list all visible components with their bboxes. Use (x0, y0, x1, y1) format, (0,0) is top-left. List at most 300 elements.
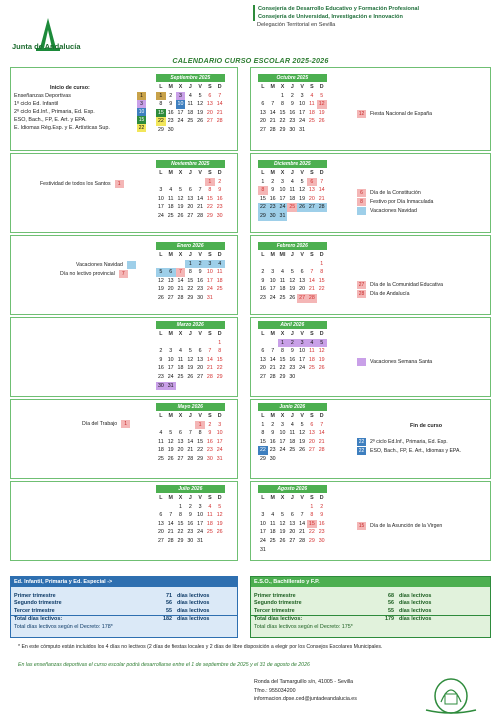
weekday-header: M (268, 330, 278, 339)
day-cell: 22 (259, 447, 266, 454)
day-cell: 5 (176, 186, 186, 195)
weekday-header: X (176, 412, 186, 421)
day-cell: 12 (318, 348, 325, 355)
day-cell: 23 (206, 447, 213, 454)
andalucia-seal-icon (424, 672, 478, 716)
weekday-header: J (287, 251, 297, 260)
empty-cell (156, 339, 166, 348)
day-cell: 28 (216, 118, 223, 125)
legend-fin-1: 22 2º ciclo Ed.Inf., Primaria, Ed. Esp. (358, 439, 448, 445)
summary-eso-bachillerato (250, 576, 491, 638)
month-agosto (258, 485, 327, 554)
weekday-header: J (185, 83, 195, 92)
day-cell: 1 (215, 339, 225, 348)
day-cell: 24 (299, 118, 306, 125)
day-cell: 23 (269, 204, 276, 211)
day-cell: 28 (206, 373, 213, 380)
empty-cell (185, 339, 195, 348)
day-cell: 13 (289, 520, 296, 527)
weekday-header: V (195, 494, 205, 503)
day-cell: 25 (167, 212, 174, 219)
day-cell: 8 (215, 347, 225, 356)
day-cell: 22 (279, 118, 286, 125)
day-cell: 16 (216, 195, 223, 202)
day-cell: 8 (205, 186, 215, 195)
day-cell: 3 (156, 186, 166, 195)
day-cell: 3 (205, 260, 215, 269)
day-cell: 21 (167, 529, 174, 536)
day-cell: 1 (205, 178, 215, 187)
day-cell: 29 (197, 455, 204, 462)
day-cell: 9 (268, 429, 278, 438)
month-grid (258, 169, 327, 221)
empty-cell (195, 178, 205, 187)
legend-may-1: Día del Trabajo 1 (82, 420, 130, 428)
day-cell: 16 (206, 438, 213, 445)
day-cell: 20 (157, 529, 164, 536)
day-cell: 6 (185, 186, 195, 195)
weekday-header: D (215, 169, 225, 178)
day-cell: 6 (307, 178, 317, 187)
weekday-header: M (268, 494, 278, 503)
day-cell: 26 (299, 204, 306, 211)
month-header: Octubre 2025 (258, 74, 327, 82)
day-cell: 16 (157, 365, 164, 372)
day-cell: 29 (259, 212, 266, 219)
empty-cell (185, 421, 195, 430)
day-cell: 22 (187, 286, 194, 293)
day-cell: 23 (259, 294, 266, 301)
inicio-label-3: 2º ciclo Ed.Inf., Primaria, Ed. Esp. (14, 109, 95, 116)
day-cell: 1 (185, 260, 195, 269)
inicio-day-5: 22 (138, 125, 145, 132)
day-cell: 12 (157, 277, 164, 284)
weekday-header: S (307, 251, 317, 260)
day-cell: 12 (318, 101, 325, 108)
day-cell: 27 (259, 373, 266, 380)
weekday-header: X (176, 83, 186, 92)
day-cell: 21 (216, 109, 223, 116)
summary-left-total: Total días lectivos: 182 días lectivos (11, 615, 237, 623)
inicio-heading: Inicio de curso: (50, 85, 90, 91)
day-cell: 6 (205, 92, 215, 101)
month-abril (258, 321, 327, 382)
summary-right-row: Tercer trimestre 55 días lectivos (254, 607, 432, 614)
day-cell: 10 (279, 430, 286, 437)
day-cell: 25 (289, 447, 296, 454)
day-cell: 29 (157, 126, 164, 133)
day-cell: 27 (308, 204, 315, 211)
day-cell: 1 (278, 339, 288, 348)
day-cell: 5 (297, 421, 307, 430)
day-cell: 24 (206, 286, 213, 293)
header-line-3: Delegación Territorial en Sevilla (257, 22, 336, 28)
day-cell: 9 (195, 268, 205, 277)
day-cell: 10 (216, 430, 223, 437)
day-cell: 25 (177, 373, 184, 380)
day-cell: 31 (206, 294, 213, 301)
day-cell: 3 (166, 347, 176, 356)
inicio-label-2: 1º ciclo Ed. Infantil (14, 101, 59, 108)
month-grid (258, 83, 327, 135)
month-diciembre (258, 160, 327, 221)
day-cell: 7 (176, 268, 186, 277)
month-grid (258, 330, 327, 382)
day-cell: 27 (197, 373, 204, 380)
day-cell: 13 (157, 520, 164, 527)
day-cell: 19 (279, 529, 286, 536)
inicio-list (14, 92, 146, 132)
weekday-header: D (215, 412, 225, 421)
day-cell: 27 (177, 455, 184, 462)
day-cell: 4 (156, 429, 166, 438)
empty-cell (268, 92, 278, 101)
weekday-header: J (185, 169, 195, 178)
weekday-header: V (297, 83, 307, 92)
month-header: Enero 2026 (156, 242, 225, 250)
day-cell: 11 (185, 100, 195, 109)
day-cell: 28 (177, 294, 184, 301)
day-cell: 1 (317, 260, 327, 269)
day-cell: 18 (279, 286, 286, 293)
legend-oct-12: 12 Fiesta Nacional de España (358, 111, 432, 117)
day-cell: 15 (157, 109, 164, 116)
logo-text: Junta de Andalucía (12, 42, 81, 51)
header-consejerias (253, 5, 493, 29)
day-cell: 3 (297, 339, 307, 348)
weekday-header: D (317, 251, 327, 260)
weekday-header: V (297, 169, 307, 178)
day-cell: 14 (216, 101, 223, 108)
day-cell: 27 (289, 537, 296, 544)
day-cell: 11 (156, 438, 166, 447)
empty-cell (156, 178, 166, 187)
empty-cell (297, 260, 307, 269)
day-cell: 30 (157, 382, 164, 389)
day-cell: 21 (318, 438, 325, 445)
weekday-header: M (166, 412, 176, 421)
weekday-header: M (166, 83, 176, 92)
phone-line: Tfno.: 955034200 (254, 687, 296, 694)
day-cell: 18 (177, 365, 184, 372)
day-cell: 25 (216, 286, 223, 293)
day-cell: 4 (166, 186, 176, 195)
day-cell: 21 (269, 365, 276, 372)
inicio-day-1: 1 (137, 92, 146, 100)
weekday-header: V (195, 330, 205, 339)
day-cell: 18 (269, 529, 276, 536)
day-cell: 23 (216, 204, 223, 211)
deportivas-note: En las enseñanzas deportivas el curso escolar podrá desarrollarse entre el 1 de septiembre de 2025 y el 31 de agosto de 2026 (18, 662, 310, 668)
day-cell: 26 (177, 212, 184, 219)
day-cell: 4 (205, 503, 215, 512)
month-header: Febrero 2026 (258, 242, 327, 250)
day-cell: 1 (195, 421, 205, 430)
empty-cell (258, 503, 268, 512)
legend-abr-semana-santa: Vacaciones Semana Santa (357, 358, 432, 366)
day-cell: 11 (268, 520, 278, 529)
day-cell: 6 (258, 100, 268, 109)
weekday-header: M (268, 251, 278, 260)
day-cell: 17 (197, 520, 204, 527)
day-cell: 15 (279, 109, 286, 116)
day-cell: 30 (216, 212, 223, 219)
day-cell: 13 (308, 430, 315, 437)
day-cell: 27 (308, 447, 315, 454)
day-cell: 3 (278, 421, 288, 430)
day-cell: 1 (156, 92, 166, 101)
day-cell: 7 (195, 186, 205, 195)
day-cell: 17 (216, 438, 223, 445)
summary-right-heading: E.S.O., Bachillerato y F.P. (251, 577, 490, 587)
day-cell: 10 (269, 277, 276, 284)
day-cell: 20 (299, 286, 306, 293)
day-cell: 9 (185, 511, 195, 520)
weekday-header: J (287, 169, 297, 178)
empty-cell (258, 92, 268, 101)
day-cell: 1 (307, 503, 317, 512)
weekday-header: L (156, 169, 166, 178)
day-cell: 24 (279, 204, 286, 211)
day-cell: 17 (157, 204, 164, 211)
month-header: Agosto 2026 (258, 485, 327, 493)
day-cell: 29 (206, 212, 213, 219)
day-cell: 2 (268, 178, 278, 187)
day-cell: 6 (195, 347, 205, 356)
empty-cell (166, 260, 176, 269)
day-cell: 14 (318, 187, 325, 194)
day-cell: 28 (197, 212, 204, 219)
day-cell: 16 (187, 520, 194, 527)
weekday-header: X (176, 251, 186, 260)
day-cell: 2 (268, 421, 278, 430)
empty-cell (156, 421, 166, 430)
day-cell: 20 (259, 365, 266, 372)
day-cell: 30 (289, 373, 296, 380)
day-cell: 23 (289, 365, 296, 372)
day-cell: 13 (206, 101, 213, 108)
summary-right-row: Primer trimestre 68 días lectivos (254, 593, 432, 599)
header-line-1: Consejería de Desarrollo Educativo y Formación Profesional (253, 5, 493, 13)
weekday-header: L (156, 83, 166, 92)
day-cell: 25 (308, 118, 315, 125)
inicio-label-5: E. Idiomas Rég.Esp. y E. Artísticas Sup. (14, 125, 110, 132)
legend-dic-8: 8 Festivo por Día Inmaculada (357, 198, 433, 206)
day-cell: 17 (167, 365, 174, 372)
weekday-header: M (268, 169, 278, 178)
legend-feb-27: 27 Día de la Comunidad Educativa (358, 282, 443, 288)
day-cell: 28 (299, 537, 306, 544)
empty-cell (156, 503, 166, 512)
day-cell: 10 (299, 101, 306, 108)
weekday-header: L (258, 83, 268, 92)
day-cell: 11 (278, 277, 288, 286)
address-block (254, 678, 357, 704)
day-cell: 6 (297, 268, 307, 277)
day-cell: 15 (308, 520, 315, 527)
day-cell: 20 (187, 204, 194, 211)
day-cell: 16 (289, 109, 296, 116)
weekday-header: V (195, 169, 205, 178)
day-cell: 26 (197, 118, 204, 125)
summary-right-total: Total días lectivos: 179 días lectivos (251, 615, 490, 623)
day-cell: 29 (279, 373, 286, 380)
day-cell: 31 (259, 546, 266, 553)
day-cell: 12 (299, 430, 306, 437)
weekday-header: M (166, 251, 176, 260)
day-cell: 23 (187, 529, 194, 536)
legend-nov-1: Festividad de todos los Santos 1 (40, 180, 124, 188)
empty-cell (185, 178, 195, 187)
month-grid (156, 330, 225, 390)
weekday-header: MI (279, 252, 286, 258)
day-cell: 28 (187, 455, 194, 462)
day-cell: 13 (299, 277, 306, 284)
day-cell: 16 (269, 438, 276, 445)
day-cell: 20 (289, 529, 296, 536)
day-cell: 25 (269, 537, 276, 544)
weekday-header: S (307, 412, 317, 421)
month-septiembre (156, 74, 225, 135)
weekday-header: J (287, 83, 297, 92)
day-cell: 12 (197, 101, 204, 108)
day-cell: 18 (167, 204, 174, 211)
day-cell: 16 (197, 277, 204, 284)
inicio-day-2: 3 (137, 100, 146, 108)
day-cell: 14 (187, 438, 194, 445)
footnote: * En este cómputo están incluidos los 4 días no lectivos (2 días de fiestas locales y 2 días de libre disposición a elegir por los Consejos Escolares Municipales. (18, 644, 383, 650)
day-cell: 21 (197, 204, 204, 211)
weekday-header: J (287, 494, 297, 503)
day-cell: 3 (195, 503, 205, 512)
day-cell: 15 (259, 195, 266, 202)
day-cell: 8 (258, 186, 268, 195)
day-cell: 2 (287, 339, 297, 348)
day-cell: 17 (279, 438, 286, 445)
weekday-header: S (307, 494, 317, 503)
legend-ago-15: 15 Día de la Asunción de la Virgen (358, 523, 443, 529)
day-cell: 9 (156, 356, 166, 365)
day-cell: 20 (308, 438, 315, 445)
day-cell: 3 (297, 92, 307, 101)
day-cell: 15 (206, 195, 213, 202)
day-cell: 22 (308, 529, 315, 536)
weekday-header: V (195, 83, 205, 92)
day-cell: 10 (197, 512, 204, 519)
weekday-header: M (166, 330, 176, 339)
day-cell: 21 (187, 447, 194, 454)
weekday-header: X (176, 330, 186, 339)
weekday-header: D (317, 83, 327, 92)
weekday-header: L (156, 412, 166, 421)
day-cell: 18 (157, 447, 164, 454)
day-cell: 30 (167, 126, 174, 133)
day-cell: 30 (318, 537, 325, 544)
weekday-header: S (205, 251, 215, 260)
day-cell: 11 (287, 186, 297, 195)
day-cell: 5 (287, 268, 297, 277)
empty-cell (166, 339, 176, 348)
day-cell: 19 (299, 438, 306, 445)
day-cell: 18 (308, 356, 315, 363)
day-cell: 10 (259, 520, 266, 527)
day-cell: 13 (308, 187, 315, 194)
day-cell: 26 (299, 447, 306, 454)
weekday-header: V (297, 251, 307, 260)
day-cell: 19 (177, 204, 184, 211)
day-cell: 20 (308, 195, 315, 202)
weekday-header: V (297, 412, 307, 421)
day-cell: 4 (287, 421, 297, 430)
day-cell: 8 (278, 100, 288, 109)
summary-infantil-primaria (10, 576, 238, 638)
weekday-header: L (258, 169, 268, 178)
day-cell: 31 (167, 382, 174, 389)
day-cell: 22 (318, 286, 325, 293)
day-cell: 2 (205, 421, 215, 430)
day-cell: 17 (279, 195, 286, 202)
weekday-header: L (156, 251, 166, 260)
day-cell: 13 (187, 195, 194, 202)
day-cell: 25 (308, 365, 315, 372)
day-cell: 29 (187, 294, 194, 301)
day-cell: 23 (157, 373, 164, 380)
day-cell: 7 (317, 421, 327, 430)
empty-cell (268, 260, 278, 269)
month-noviembre (156, 160, 225, 221)
day-cell: 4 (185, 92, 195, 101)
address-line: Ronda del Tamarguillo s/n, 41005 - Sevilla (254, 679, 354, 685)
weekday-header: L (156, 330, 166, 339)
day-cell: 19 (197, 109, 204, 116)
day-cell: 26 (289, 294, 296, 301)
day-cell: 14 (318, 430, 325, 437)
day-cell: 2 (287, 92, 297, 101)
day-cell: 5 (195, 92, 205, 101)
month-marzo (156, 321, 225, 390)
day-cell: 17 (299, 109, 306, 116)
day-cell: 6 (258, 347, 268, 356)
month-julio (156, 485, 225, 546)
day-cell: 17 (269, 286, 276, 293)
day-cell: 10 (167, 356, 174, 363)
day-cell: 10 (279, 187, 286, 194)
day-cell: 5 (185, 347, 195, 356)
legend-fin-2: 22 ESO, Bach., FP, E. Art., Idiomas y EPA. (358, 448, 461, 454)
day-cell: 3 (176, 92, 186, 101)
day-cell: 18 (308, 109, 315, 116)
day-cell: 4 (176, 347, 186, 356)
day-cell: 14 (167, 520, 174, 527)
day-cell: 22 (157, 118, 164, 125)
day-cell: 27 (299, 294, 306, 301)
day-cell: 20 (177, 447, 184, 454)
day-cell: 15 (279, 356, 286, 363)
day-cell: 29 (177, 537, 184, 544)
weekday-header: S (205, 169, 215, 178)
weekday-header: J (287, 412, 297, 421)
day-cell: 17 (206, 277, 213, 284)
summary-right-decreto: Total días lectivos según el Decreto: 175* (254, 623, 353, 630)
empty-cell (278, 503, 288, 512)
day-cell: 1 (258, 421, 268, 430)
weekday-header: S (205, 330, 215, 339)
day-cell: 26 (279, 537, 286, 544)
empty-cell (166, 421, 176, 430)
day-cell: 21 (177, 286, 184, 293)
day-cell: 20 (259, 118, 266, 125)
day-cell: 20 (206, 109, 213, 116)
